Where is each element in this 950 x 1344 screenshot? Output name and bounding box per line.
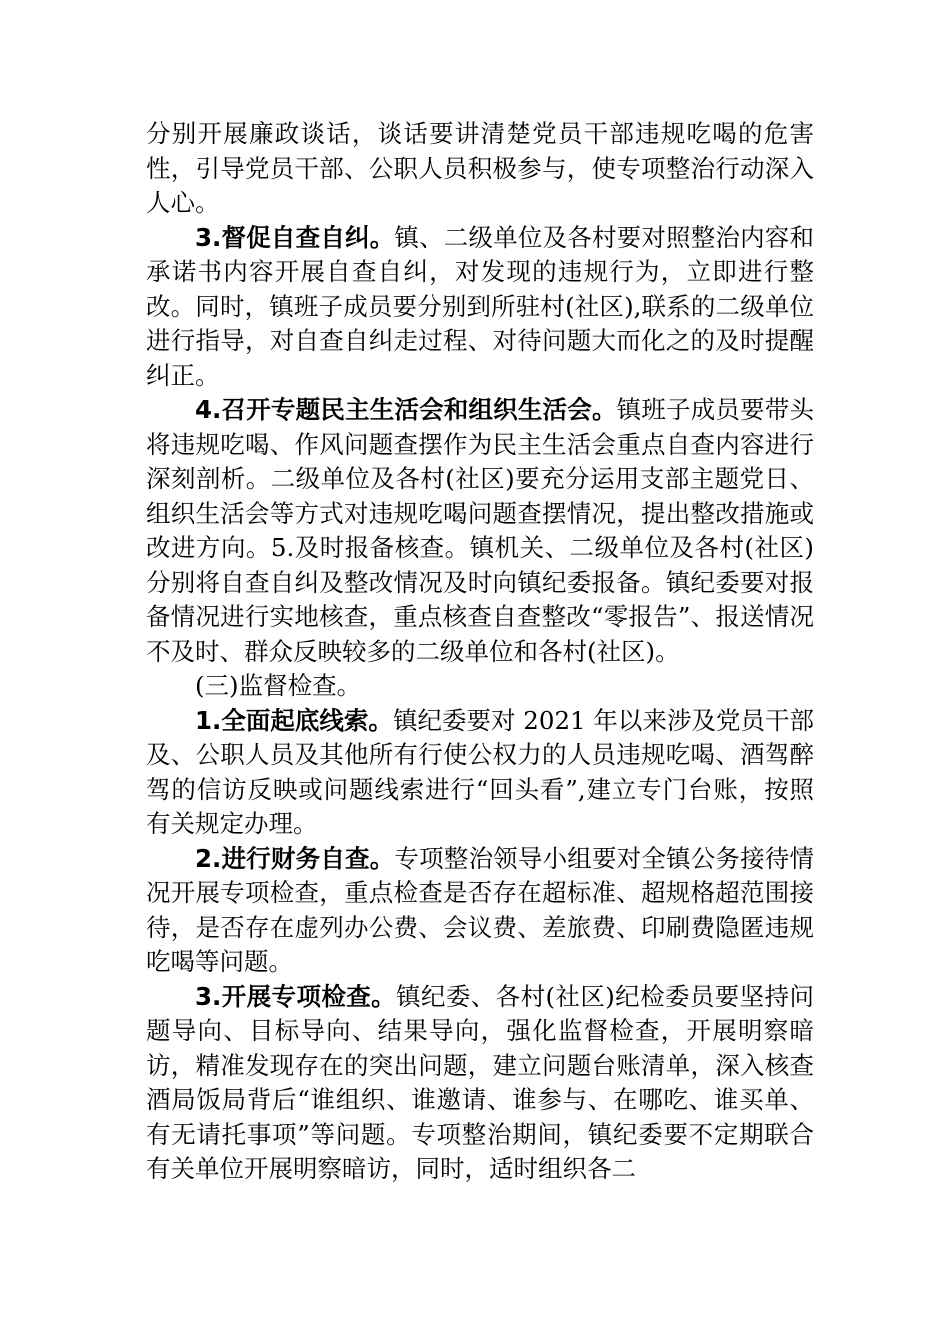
- paragraph-democratic-life-meeting: [146, 393, 814, 669]
- paragraph-special-inspection: [146, 980, 814, 1187]
- paragraph-body: 镇、二级单位及各村要对照整治内容和承诺书内容开展自查自纠，对发现的违规行为，立即进行整改。同时，镇班子成员要分别到所驻村(社区),联系的二级单位进行指导，对自查自纠走过程、对待问题大而化之的及时提醒纠正。: [146, 222, 814, 390]
- paragraph-heading: 2.进行财务自查。: [195, 843, 395, 873]
- paragraph-financial-check: [146, 842, 814, 980]
- section-heading-text: (三)监督检查。: [195, 671, 362, 700]
- paragraph-body: 镇纪委要对 2021 年以来涉及党员干部及、公职人员及其他所有行使公权力的人员违规吃喝、酒驾醉驾的信访反映或问题线索进行“回头看”,建立专门台账，按照有关规定办理。: [146, 705, 814, 838]
- section-heading-supervision: [146, 669, 814, 704]
- paragraph-body: 分别开展廉政谈话，谈话要讲清楚党员干部违规吃喝的危害性，引导党员干部、公职人员积极参与，使专项整治行动深入人心。: [146, 119, 814, 217]
- paragraph-body: 镇纪委、各村(社区)纪检委员要坚持问题导向、目标导向、结果导向，强化监督检查，开展明察暗访，精准发现存在的突出问题，建立问题台账清单，深入核查酒局饭局背后“谁组织、谁邀请、谁参与、在哪吃、谁买单、有无请托事项”等问题。专项整治期间，镇纪委要不定期联合有关单位开展明察暗访，同时，适时组织各二: [146, 981, 814, 1183]
- paragraph-heading: 4.召开专题民主生活会和组织生活会。: [195, 395, 617, 424]
- paragraph-heading: 3.督促自查自纠。: [195, 222, 395, 252]
- paragraph-self-check: [146, 221, 814, 394]
- paragraph-talks-continuation: [146, 117, 814, 221]
- paragraph-clue-review: [146, 704, 814, 842]
- paragraph-heading: 3.开展专项检查。: [195, 981, 397, 1011]
- paragraph-body: 专项整治领导小组要对全镇公务接待情况开展专项检查，重点检查是否存在超标准、超规格超范围接待，是否存在虚列办公费、会议费、差旅费、印刷费隐匿违规吃喝等问题。: [146, 843, 814, 976]
- document-page: [146, 117, 814, 1187]
- paragraph-body: 镇班子成员要带头将违规吃喝、作风问题查摆作为民主生活会重点自查内容进行深刻剖析。二级单位及各村(社区)要充分运用支部主题党日、组织生活会等方式对违规吃喝问题查摆情况，提出整改措施或改进方向。5.及时报备核查。镇机关、二级单位及各村(社区)分别将自查自纠及整改情况及时向镇纪委报备。镇纪委要对报备情况进行实地核查，重点核查自查整改“零报告”、报送情况不及时、群众反映较多的二级单位和各村(社区)。: [146, 395, 814, 666]
- paragraph-heading: 1.全面起底线索。: [195, 705, 393, 735]
